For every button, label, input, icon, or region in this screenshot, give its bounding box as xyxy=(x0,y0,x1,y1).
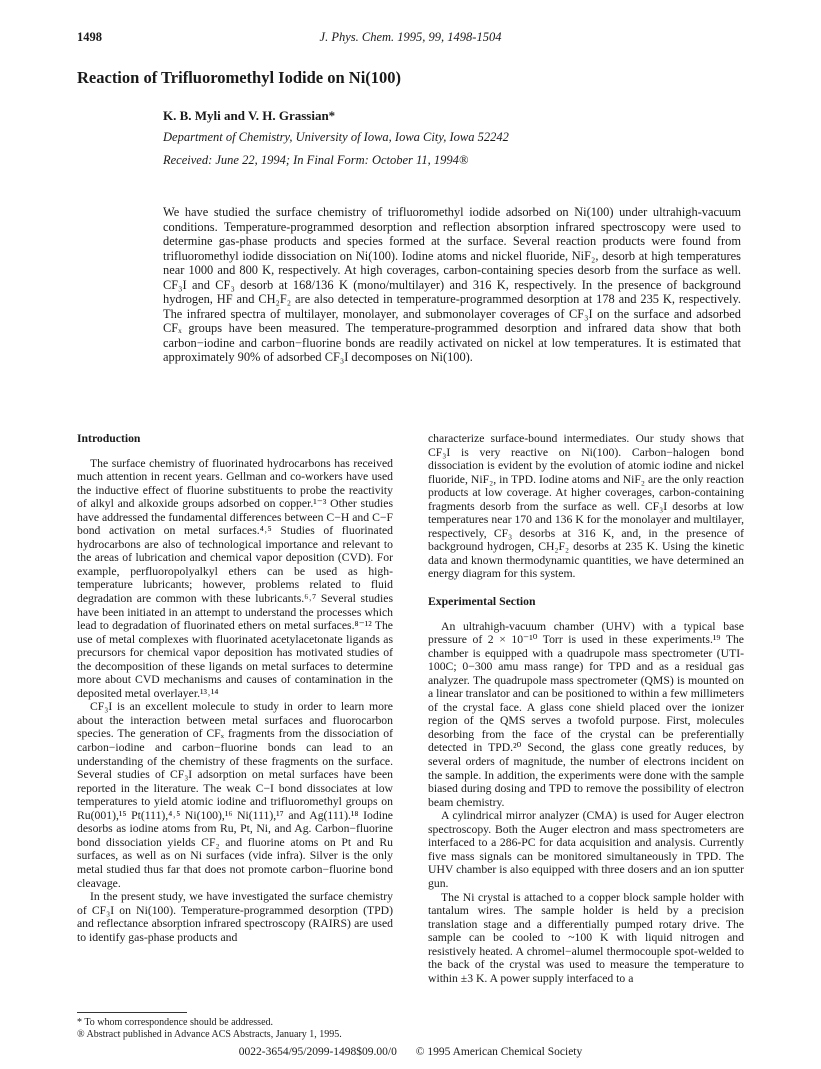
received-dates: Received: June 22, 1994; In Final Form: October 11, 1994® xyxy=(163,153,469,167)
footnote-abstract-published: ® Abstract published in Advance ACS Abstracts, January 1, 1995. xyxy=(77,1029,342,1040)
footnote-rule xyxy=(77,1012,187,1013)
paragraph: An ultrahigh-vacuum chamber (UHV) with a typical base pressure of 2 × 10⁻¹⁰ Torr is used in these experiments.¹⁹ The chamber is equipped with a quadrupole mass spectrometer (UTI-100C; 0−300 amu mass range) for TPD and as a residual gas analyzer. The quadrupole mass spectrometer (QMS) is mounted on a linear translator and can be positioned to within a few millimeters of the crystal face. A glass cone shield placed over the ionizer region of the QMS serves a twofold purpose. First, molecules desorbing from the face of the crystal can be preferentially detected in TPD.²⁰ Second, the glass cone greatly reduces, by several orders of magnitude, the number of electrons incident on the sample. In addition, the experiments were done with the sample biased during dosing and TPD to remove the possibility of electron beam chemistry. xyxy=(428,619,744,809)
page-number: 1498 xyxy=(77,30,102,44)
affiliation: Department of Chemistry, University of Iowa, Iowa City, Iowa 52242 xyxy=(163,130,509,144)
left-column xyxy=(77,432,393,944)
paragraph: CF₃I is an excellent molecule to study in order to learn more about the interaction between metal surfaces and fluorocarbon species. The generation of CFₓ fragments from the dissociation of carbon−iodine and carbon−fluorine bonds can lead to an understanding of the chemistry of these fragments on the surface. Several studies of CF₃I adsorption on metal surfaces have been reported in the literature. The weak C−I bond dissociates at low temperatures to yield atomic iodine and trifluoromethyl groups on Ru(001),¹⁵ Pt(111),⁴˒⁵ Ni(100),¹⁶ Ni(111),¹⁷ and Ag(111).¹⁸ Iodine desorbs as iodine atoms from Ru, Pt, Ni, and Ag. Carbon−fluorine bond dissociation yields CF₂ and fluorine atoms on Pt and Ru surfaces, as well as on Ni surfaces (vide infra). Silver is the only metal studied thus far that does not promote carbon−fluorine bond cleavage. xyxy=(77,700,393,890)
section-heading-experimental: Experimental Section xyxy=(428,595,536,609)
article-title: Reaction of Trifluoromethyl Iodide on Ni(100) xyxy=(77,68,402,87)
footer-code: 0022-3654/95/2099-1498$09.00/0 xyxy=(238,1046,397,1058)
journal-citation: J. Phys. Chem. 1995, 99, 1498-1504 xyxy=(319,30,502,44)
paragraph: characterize surface-bound intermediates. Our study shows that CF₃I is very reactive on Ni(100). Carbon−halogen bond dissociation is evident by the evolution of atomic iodine and nickel fluoride, NiF₂, in TPD. Iodine atoms and NiF₂ are the only reaction products at low coverage. At higher coverages, carbon-containing fragments desorb from the surface as well. CF₃I desorbs at low temperatures near 170 and 136 K for the monolayer and multilayer, respectively, CF₃ desorbs at 316 K, and, in the presence of background hydrogen, CH₂F₂ desorbs at 235 K. Using the kinetic data and known thermodynamic quantities, we have determined an energy diagram for this system. xyxy=(428,432,744,581)
footer-copyright: © 1995 American Chemical Society xyxy=(415,1046,583,1058)
page-footer xyxy=(77,1046,744,1058)
right-column xyxy=(428,432,744,985)
paragraph: The surface chemistry of fluorinated hydrocarbons has received much attention in recent years. Gellman and co-workers have used the inductive effect of fluorine substituents to probe the reactivity of alkyl and alkoxide groups adsorbed on copper.¹⁻³ Other studies have addressed the fundamental differences between C−H and C−F bond activation on metal surfaces.⁴˒⁵ Studies of fluorinated hydrocarbons are also of technological importance and relevant to the areas of lubrication and chemical vapor deposition (CVD). For example, perfluoropolyalkyl ethers can be used as high-temperature lubricants; however, problems related to fluid degradation are common with these lubricants.⁶˒⁷ Several studies have been initiated in an attempt to understand the processes which lead to degradation of fluorinated ethers on metal surfaces.⁸⁻¹² The use of metal complexes with fluorinated acetylacetonate ligands as precursors for chemical vapor deposition has motivated studies of the decomposition of these ligands on metal surfaces to determine more about CVD mechanisms and causes of contamination in the deposited metal overlayer.¹³˒¹⁴ xyxy=(77,456,393,700)
footnote-correspondence: * To whom correspondence should be addressed. xyxy=(77,1017,274,1028)
paragraph: In the present study, we have investigated the surface chemistry of CF₃I on Ni(100). Temperature-programmed desorption (TPD) and reflectance absorption infrared spectroscopy (RAIRS) are used to identify gas-phase products and xyxy=(77,890,393,944)
footnotes xyxy=(77,1012,393,1041)
paragraph: A cylindrical mirror analyzer (CMA) is used for Auger electron spectroscopy. Both the Auger electron and mass spectrometers are interfaced to a 286-PC for data acquisition and analysis. Currently five mass signals can be monitored simultaneously in TPD. The UHV chamber is also equipped with three dosers and an ion sputter gun. xyxy=(428,809,744,890)
abstract: We have studied the surface chemistry of trifluoromethyl iodide adsorbed on Ni(100) under ultrahigh-vacuum conditions. Temperature-programmed desorption and reflection absorption infrared spectroscopy were used to determine gas-phase products and species formed at the surface. Several reaction products were found from trifluoromethyl iodide dissociation on Ni(100). Iodine atoms and nickel fluoride, NiF₂, desorb at high temperatures near 1000 and 800 K, respectively. At high coverages, carbon-containing species desorb from the surface as well. CF₃I and CF₃ desorb at 168/136 K (mono/multilayer) and 316 K, respectively. In the presence of background hydrogen, HF and CH₂F₂ are also detected in temperature-programmed desorption at 178 and 235 K, respectively. The infrared spectra of multilayer, monolayer, and submonolayer coverages of CF₃I on the surface and adsorbed CFₓ groups have been measured. The temperature-programmed desorption and infrared data show that both carbon−iodine and carbon−fluorine bonds are readily activated on nickel at low temperatures. It is estimated that approximately 90% of adsorbed CF₃I decomposes on Ni(100). xyxy=(163,205,741,364)
section-heading-introduction: Introduction xyxy=(77,432,141,445)
authors: K. B. Myli and V. H. Grassian* xyxy=(163,108,336,123)
paragraph: The Ni crystal is attached to a copper block sample holder with tantalum wires. The sample holder is held by a precision translation stage and a differentially pumped rotary drive. The sample can be cooled to ~100 K with liquid nitrogen and resistively heated. A chromel−alumel thermocouple spot-welded to the back of the crystal was used to measure the temperature to within ±3 K. A power supply interfaced to a xyxy=(428,890,744,985)
